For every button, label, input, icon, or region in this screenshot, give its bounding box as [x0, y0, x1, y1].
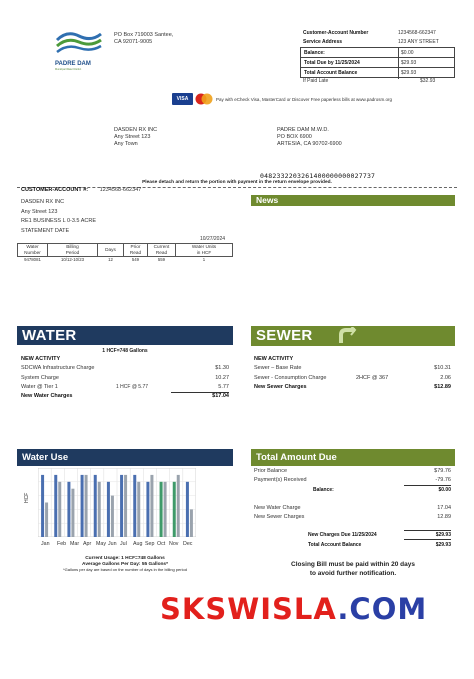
- ocr-scanline: 0482332203261400000000027737: [260, 172, 376, 180]
- payment-options-text: Pay with eCheck Visa, MasterCard or Discover Free paperless bills at www.padrosm.org: [216, 97, 392, 102]
- visa-logo: VISA: [172, 93, 193, 105]
- bar-jul-series2: [124, 475, 127, 537]
- logo-name: PADRE DAM: [55, 61, 91, 67]
- bar-dec-series1: [186, 482, 189, 537]
- bar-jan-series1: [41, 475, 44, 537]
- x-tick-label: Jun: [108, 541, 117, 547]
- col-current-read: Current Read: [148, 244, 176, 257]
- col-water-number: Water Number: [18, 244, 48, 257]
- bar-may-series1: [94, 475, 97, 537]
- remit-address: PO Box 719003 Santee, CA 92071-9005: [114, 32, 174, 45]
- mastercard-logo: [194, 93, 214, 105]
- payments-row: Payment(s) Received -79.76: [254, 477, 451, 483]
- account-balance-row: Total Account Balance $29.93: [308, 542, 451, 548]
- water-header: WATER: [17, 326, 233, 345]
- bar-apr-series2: [85, 475, 88, 537]
- x-tick-label: Dec: [183, 541, 193, 547]
- bar-jan-series2: [45, 503, 48, 538]
- charge-row: Water @ Tier 1 1 HCF @ 5.77 5.77: [21, 384, 229, 390]
- bar-feb-series1: [54, 475, 57, 537]
- mastercard-icon: [194, 93, 214, 105]
- x-tick-label: Aug: [133, 541, 143, 547]
- x-tick-label: Jul: [120, 541, 127, 547]
- table-row: 9478081 10/12-10/23 12 549 559 1: [24, 257, 206, 262]
- x-tick-label: Feb: [57, 541, 67, 547]
- col-water-units: Water Units in HCF: [176, 244, 233, 257]
- logo-tagline: Municipal Water District: [55, 68, 82, 71]
- bar-feb-series2: [58, 482, 61, 537]
- x-tick-label: Oct: [157, 541, 166, 547]
- col-billing-period: Billing Period: [48, 244, 98, 257]
- sewer-charges: NEW ACTIVITY Sewer – Base Rate $10.31 Sewer - Consumption Charge 2HCF @ 367 2.06 New Sewer Charges $12.89: [254, 356, 451, 390]
- bar-dec-series2: [190, 509, 193, 537]
- bar-jun-series1: [107, 482, 110, 537]
- customer-address: DASDEN RX INC Any Street 123 Any Town: [114, 127, 158, 147]
- news-header: News: [251, 195, 455, 206]
- bar-apr-series1: [81, 475, 84, 537]
- x-tick-label: May: [96, 541, 107, 547]
- bar-aug-series2: [137, 482, 140, 537]
- bar-may-series2: [98, 482, 101, 537]
- col-prior-read: Prior Read: [124, 244, 148, 257]
- col-days: Days: [98, 244, 124, 257]
- district-address: PADRE DAM M.W.D. PO BOX 6900 ARTESIA, CA 90702-6900: [277, 127, 342, 147]
- charge-row: Sewer – Base Rate $10.31: [254, 365, 451, 371]
- prior-balance-row: Prior Balance $79.76: [254, 468, 451, 474]
- water-total-row: New Water Charges $17.04: [21, 393, 229, 399]
- bar-mar-series1: [67, 482, 70, 537]
- charge-row: Sewer - Consumption Charge 2HCF @ 367 2.06: [254, 375, 451, 381]
- bar-sep-series2: [150, 475, 153, 537]
- sewer-total-row: New Sewer Charges $12.89: [254, 384, 451, 390]
- water-use-chart: [38, 468, 196, 537]
- bar-nov-series1: [173, 482, 176, 537]
- x-tick-label: Nov: [169, 541, 179, 547]
- sewer-header: SEWER: [251, 326, 455, 346]
- water-charges: NEW ACTIVITY SDCWA Infrastructure Charge $1.30 System Charge 10.27 Water @ Tier 1 1 HCF @ 5.77 5.77 New Water Charges $17.04: [21, 356, 229, 399]
- sewer-charge-row: New Sewer Charges 12.89: [254, 514, 451, 520]
- bar-jun-series2: [111, 496, 114, 537]
- x-tick-label: Mar: [70, 541, 80, 547]
- chart-ylabel: HCF: [24, 492, 30, 503]
- pipe-icon: [337, 327, 359, 345]
- closing-notice: Closing Bill must be paid within 20 days to avoid further notification.: [291, 561, 415, 577]
- usage-summary: Current Usage: 1 HCF=748 Gallons Average Gallons Per Day: 55 Gallons* *Gallons per day are based on the number of days in the billing period: [63, 556, 187, 573]
- statement-date: 10/27/2024: [200, 236, 226, 242]
- balance-row: Balance: $0.00: [313, 487, 451, 493]
- bar-oct-series1: [160, 482, 163, 537]
- water-subtitle: 1 HCF=748 Gallons: [102, 348, 148, 354]
- bar-aug-series1: [133, 475, 136, 537]
- waves-icon: [55, 28, 103, 58]
- chart-month-labels: [38, 541, 196, 548]
- watermark-text: SKSWISLA.COM: [160, 592, 428, 626]
- bar-oct-series2: [164, 482, 167, 537]
- total-amount-header: Total Amount Due: [251, 449, 455, 466]
- stub-details: DASDEN RX INC Any Street 123 RE1 BUSINESS L 0-3.5 ACRE STATEMENT DATE: [21, 199, 96, 234]
- x-tick-label: Sep: [145, 541, 155, 547]
- total-amount-body: [254, 467, 451, 552]
- bar-sep-series1: [146, 482, 149, 537]
- usage-table: [17, 243, 233, 263]
- bar-jul-series1: [120, 475, 123, 537]
- charges-due-row: New Charges Due 11/25/2024 $29.93: [308, 532, 451, 538]
- charge-row: System Charge 10.27: [21, 375, 229, 381]
- detach-notice: Please detach and return the portion with payment in the return envelope provided.: [142, 180, 332, 185]
- company-logo: [55, 28, 103, 71]
- water-charge-row: New Water Charge 17.04: [254, 505, 451, 511]
- stub-account-row: CUSTOMER-ACCOUNT #: 1234568-662347: [21, 187, 142, 193]
- amount-box: Balance: $0.00 Total Due by 11/25/2024 $29.93 Total Account Balance $29.93: [300, 47, 455, 78]
- bar-mar-series2: [71, 489, 74, 537]
- charge-row: SDCWA Infrastructure Charge $1.30: [21, 365, 229, 371]
- water-use-chart-svg: [38, 468, 196, 537]
- x-tick-label: Apr: [83, 541, 92, 547]
- water-use-header: Water Use: [17, 449, 233, 466]
- x-tick-label: Jan: [41, 541, 50, 547]
- bar-nov-series2: [177, 475, 180, 537]
